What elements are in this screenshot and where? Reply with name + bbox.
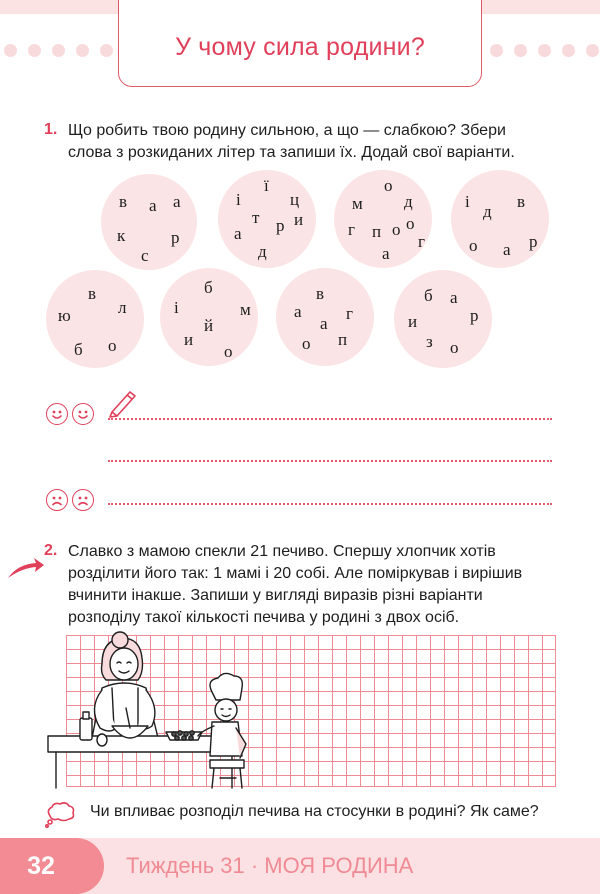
letter-circle — [334, 170, 432, 268]
letter: в — [517, 192, 526, 211]
thought-cloud-icon — [44, 800, 76, 828]
letter: д — [404, 192, 413, 211]
letter: ї — [264, 176, 269, 195]
letter: г — [418, 232, 425, 251]
letter-circle — [218, 170, 316, 268]
title-box — [118, 0, 482, 87]
pencil-icon — [104, 386, 138, 418]
letter: а — [450, 288, 458, 307]
letter: а — [149, 196, 157, 215]
letter: а — [173, 192, 181, 211]
letter: і — [465, 192, 470, 211]
letter: о — [224, 342, 233, 361]
letter: г — [346, 304, 353, 323]
dot — [28, 44, 41, 57]
dot — [490, 44, 503, 57]
smile-icon — [46, 403, 68, 425]
letter: а — [234, 224, 242, 243]
letter: о — [302, 334, 311, 353]
arrow-icon — [6, 556, 46, 582]
frown-icon — [46, 489, 68, 511]
writing-line[interactable] — [108, 460, 552, 462]
writing-line[interactable] — [108, 503, 552, 505]
letter: п — [372, 222, 382, 241]
letter: і — [174, 298, 179, 317]
letter-circle — [101, 174, 197, 270]
letter: в — [119, 192, 128, 211]
dot — [586, 44, 599, 57]
letter: р — [171, 228, 180, 247]
letter: а — [503, 240, 511, 259]
letter: і — [236, 190, 241, 209]
letter: д — [258, 242, 267, 261]
letter: о — [469, 236, 478, 255]
letter: г — [348, 220, 355, 239]
dot — [52, 44, 65, 57]
baking-illustration — [40, 628, 260, 790]
letter: а — [320, 314, 328, 333]
letter: о — [108, 336, 117, 355]
letter: б — [424, 286, 433, 305]
letter: б — [204, 278, 213, 297]
letter: о — [384, 176, 393, 195]
letter: п — [338, 330, 348, 349]
letter: к — [117, 226, 126, 245]
letter-circle — [276, 268, 374, 366]
letter: и — [294, 210, 304, 229]
task-1-line: Що робить твою родину сильною, а що — слабкою? Збери — [68, 122, 506, 139]
letter: о — [450, 338, 459, 357]
letter: з — [426, 332, 433, 351]
letter: р — [529, 232, 538, 251]
letter: и — [408, 312, 418, 331]
dot — [76, 44, 89, 57]
frown-icon — [72, 489, 94, 511]
dot — [4, 44, 17, 57]
dot — [514, 44, 527, 57]
letter: ю — [58, 306, 71, 325]
letter: ц — [290, 190, 300, 209]
letter: д — [483, 202, 492, 221]
letter: л — [118, 298, 127, 317]
dot — [538, 44, 551, 57]
week-label: Тиждень 31 · МОЯ РОДИНА — [126, 853, 414, 878]
letter-circle — [451, 170, 549, 268]
task-1-number: 1. — [44, 121, 58, 138]
letter: в — [88, 284, 97, 303]
task-2-line: розподілу такої кількості печива у родині з двох осіб. — [68, 609, 460, 626]
letter: м — [352, 194, 363, 213]
smile-icon — [72, 403, 94, 425]
dot — [562, 44, 575, 57]
letter-circle — [160, 268, 258, 366]
letter: а — [382, 244, 390, 263]
letter: о — [406, 214, 415, 233]
task-2-number: 2. — [44, 542, 58, 559]
letter: с — [141, 246, 149, 265]
letter: а — [294, 302, 302, 321]
letter: м — [240, 300, 251, 319]
page-number: 32 — [27, 851, 55, 880]
task-1-line: слова з розкиданих літер та запиши їх. Додай свої варіанти. — [68, 144, 515, 161]
letter: й — [204, 316, 214, 335]
dot — [100, 44, 113, 57]
letter-circle — [46, 270, 144, 368]
letter-circle — [394, 270, 492, 368]
letter: р — [276, 216, 285, 235]
letter: в — [316, 284, 325, 303]
letter: т — [252, 208, 260, 227]
task-1-text — [68, 120, 515, 164]
letter: р — [470, 306, 479, 325]
task-2-text — [68, 541, 522, 629]
letter: о — [392, 220, 401, 239]
task-2-line: вчинити інакше. Запиши у вигляді виразів різні варіанти — [68, 587, 483, 604]
letter: б — [74, 340, 83, 359]
writing-line[interactable] — [108, 418, 552, 420]
letter: и — [184, 330, 194, 349]
task-2-line: Славко з мамою спекли 21 печиво. Спершу хлопчик хотів — [68, 543, 496, 560]
task-2-line: розділити його так: 1 мамі і 20 собі. Але поміркував і вирішив — [68, 565, 523, 582]
discussion-question: Чи впливає розподіл печива на стосунки в родині? Як саме? — [90, 803, 539, 820]
page-title: У чому сила родини? — [175, 33, 425, 61]
